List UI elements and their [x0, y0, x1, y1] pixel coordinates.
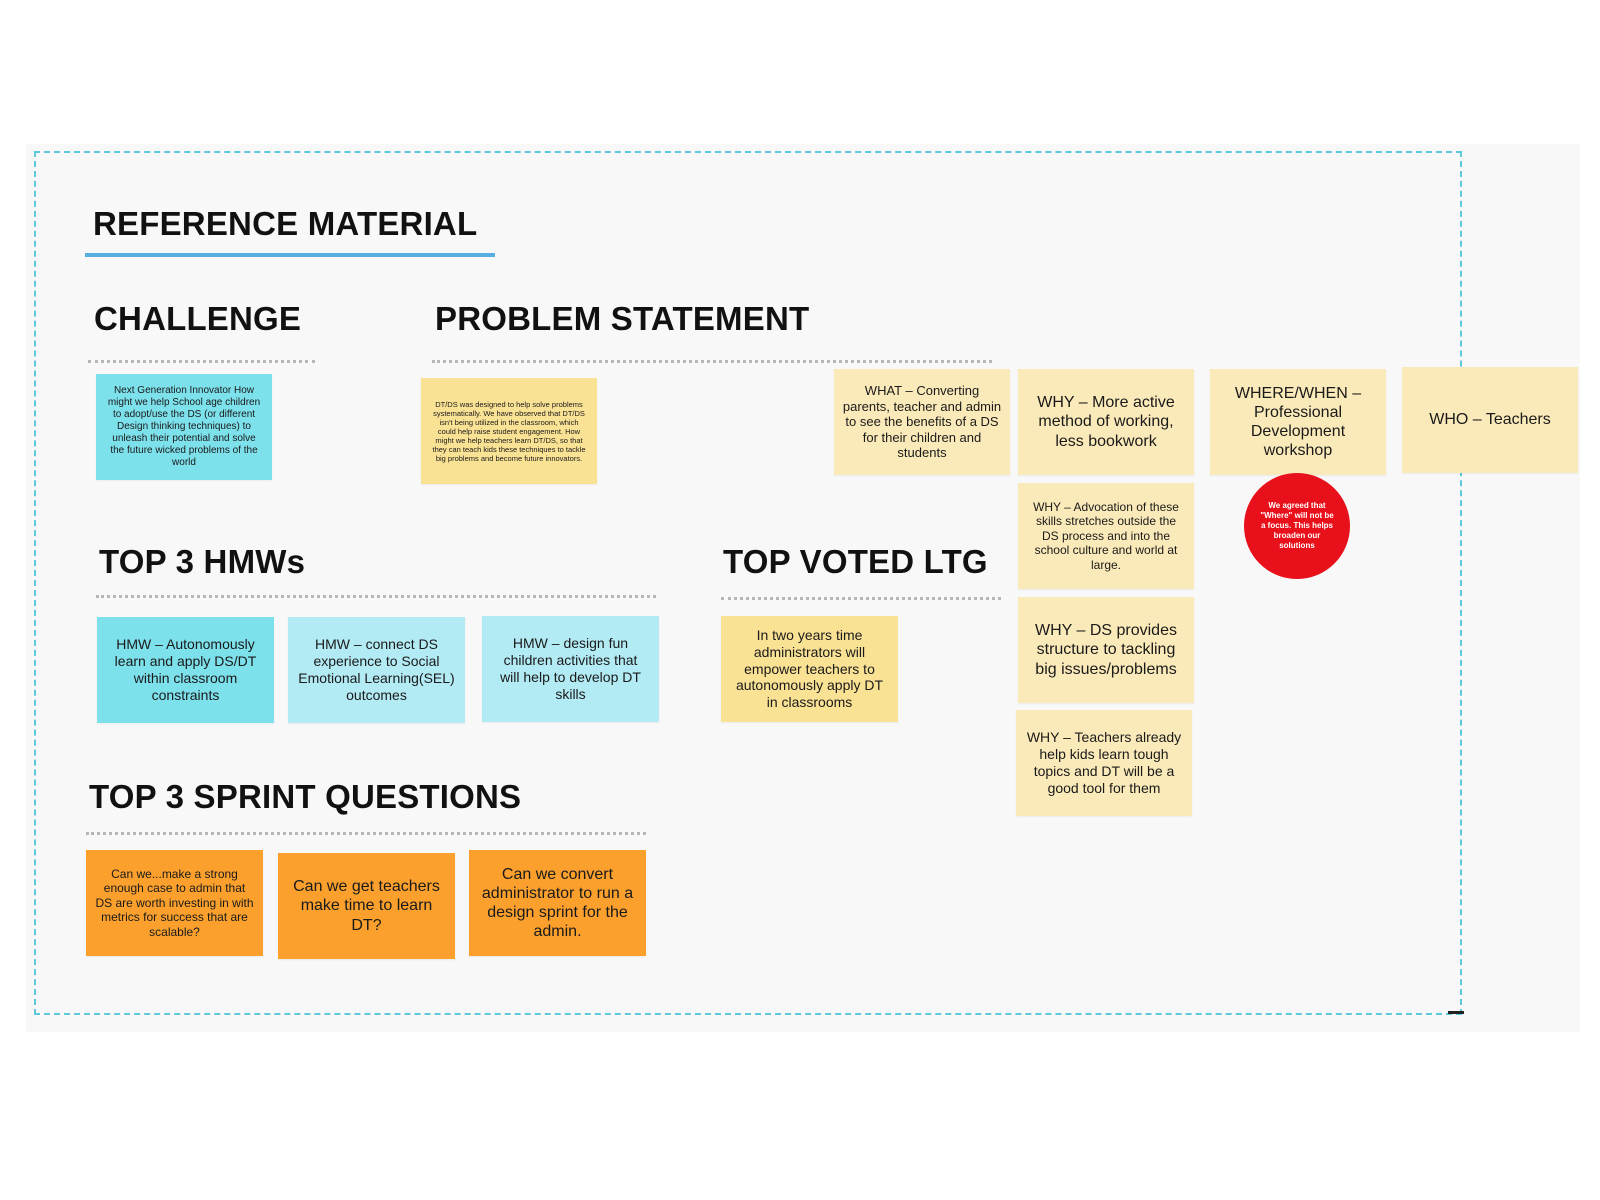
challenge-heading: CHALLENGE	[94, 300, 302, 337]
page-title: REFERENCE MATERIAL	[93, 205, 478, 242]
hmws-heading: TOP 3 HMWs	[99, 543, 306, 580]
sprint-questions-heading: TOP 3 SPRINT QUESTIONS	[89, 778, 522, 815]
sprint-question-sticky-note-3[interactable]	[469, 850, 646, 956]
what-note-text: WHAT – Converting parents, teacher and admin to see the benefits of a DS for their children and students	[842, 383, 1002, 461]
why-active-note-text: WHY – More active method of working, less bookwork	[1037, 394, 1175, 450]
ltg-divider	[721, 597, 1001, 600]
hmw-sticky-note-1[interactable]	[97, 617, 274, 723]
ltg-note-text: In two years time administrators will empower teachers to autonomously apply DT in classrooms	[735, 627, 884, 711]
who-note-text: WHO – Teachers	[1429, 411, 1551, 429]
problem-statement-note-text: DT/DS was designed to help solve problems systematically. We have observed that DT/DS isn't being utilized in the classroom, which could help raise student engagement. How might we help teachers learn DT/DS, so that they can teach kids these techniques to tackle big problems and become future innovators.	[432, 399, 586, 463]
hmw-sticky-note-2[interactable]	[288, 617, 465, 723]
hmws-divider	[96, 595, 656, 598]
where-focus-circle-note[interactable]	[1244, 473, 1350, 579]
where-when-note-text: WHERE/WHEN – Professional Development workshop	[1234, 384, 1362, 460]
why-advocation-note-text: WHY – Advocation of these skills stretches outside the DS process and into the school culture and world at large.	[1033, 500, 1179, 572]
ltg-sticky-note[interactable]	[721, 616, 898, 722]
sprint-questions-divider	[86, 832, 646, 835]
sprint-question-sticky-note-1[interactable]	[86, 850, 263, 956]
problem-statement-sticky-note[interactable]	[421, 378, 597, 484]
what-sticky-note[interactable]	[834, 369, 1010, 475]
hmw-note-text-2: HMW – connect DS experience to Social Emotional Learning(SEL) outcomes	[298, 636, 455, 703]
hmw-sticky-note-3[interactable]	[482, 616, 659, 722]
sprint-question-sticky-note-2[interactable]	[278, 853, 455, 959]
problem-statement-divider	[432, 360, 992, 363]
challenge-sticky-note[interactable]	[96, 374, 272, 480]
challenge-note-text: Next Generation Innovator How might we help School age children to adopt/use the DS (or different Design thinking techniques) to unleash their potential and solve the future wicked problems of the world	[107, 385, 261, 468]
why-advocation-sticky-note[interactable]	[1018, 483, 1194, 589]
why-active-sticky-note[interactable]	[1018, 369, 1194, 475]
where-when-sticky-note[interactable]	[1210, 369, 1386, 475]
why-teachers-sticky-note[interactable]	[1016, 710, 1192, 816]
sprint-question-text-3: Can we convert administrator to run a design sprint for the admin.	[481, 865, 634, 941]
why-structure-sticky-note[interactable]	[1018, 597, 1194, 703]
challenge-divider	[88, 360, 315, 363]
who-sticky-note[interactable]	[1402, 367, 1578, 473]
title-underline	[85, 253, 495, 257]
frame-resize-handle[interactable]	[1448, 1011, 1464, 1014]
hmw-note-text-1: HMW – Autonomously learn and apply DS/DT within classroom constraints	[114, 636, 257, 703]
ltg-heading: TOP VOTED LTG	[723, 543, 988, 580]
problem-statement-heading: PROBLEM STATEMENT	[435, 300, 810, 337]
why-structure-note-text: WHY – DS provides structure to tackling big issues/problems	[1035, 622, 1177, 678]
sprint-question-text-1: Can we...make a strong enough case to admin that DS are worth investing in with metrics for success that are scalable?	[95, 867, 254, 939]
why-teachers-note-text: WHY – Teachers already help kids learn tough topics and DT will be a good tool for them	[1026, 729, 1182, 796]
sprint-question-text-2: Can we get teachers make time to learn DT?	[293, 878, 440, 934]
where-focus-circle-text: We agreed that "Where" will not be a focus. This helps broaden our solutions	[1260, 501, 1334, 550]
hmw-note-text-3: HMW – design fun children activities that will help to develop DT skills	[500, 635, 641, 702]
